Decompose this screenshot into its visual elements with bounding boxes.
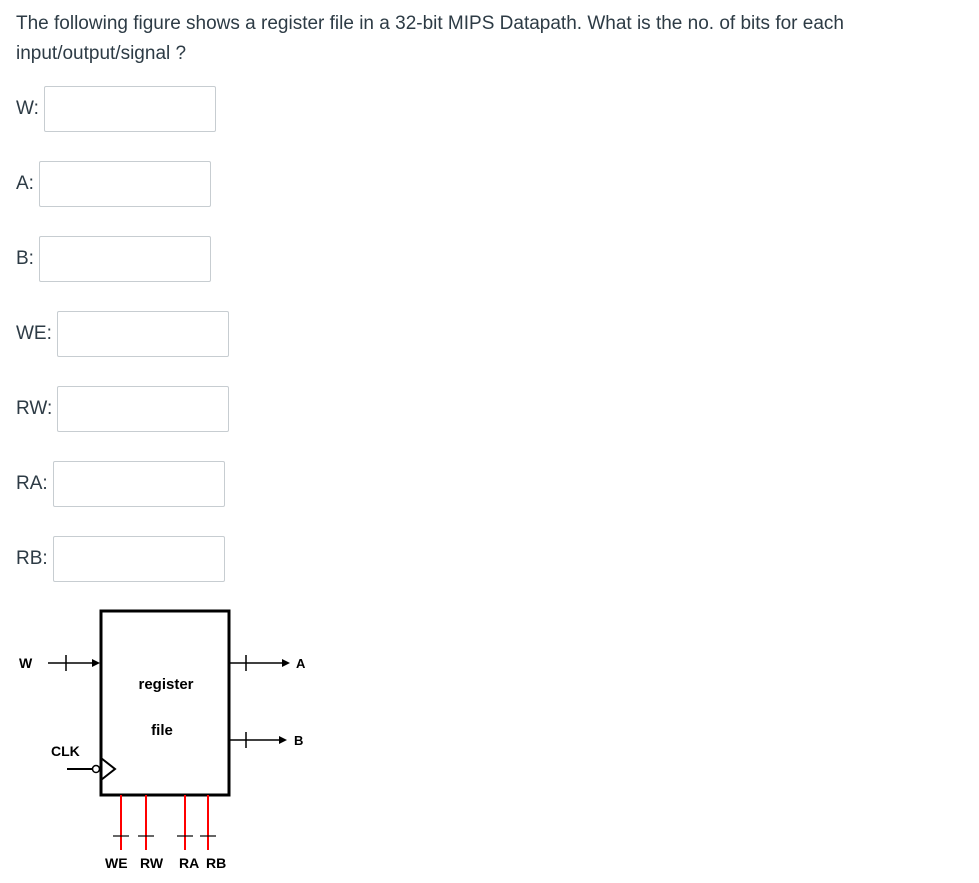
field-row-a <box>16 160 211 208</box>
answer-input-w[interactable] <box>44 86 216 132</box>
clk-label: CLK <box>51 743 80 759</box>
field-row-rb <box>16 535 225 583</box>
field-row-w <box>16 85 216 133</box>
field-label-rb: RB: <box>16 548 48 569</box>
field-row-we <box>16 310 229 358</box>
field-label-ra: RA: <box>16 473 48 494</box>
a-output-label: A <box>296 656 306 671</box>
rb-label: RB <box>206 855 227 871</box>
register-file-diagram <box>0 600 320 883</box>
answer-input-rw[interactable] <box>57 386 229 432</box>
answer-input-a[interactable] <box>39 161 211 207</box>
file-label: file <box>151 722 173 739</box>
answer-input-we[interactable] <box>57 311 229 357</box>
w-input-label: W <box>19 655 33 671</box>
answer-input-b[interactable] <box>39 236 211 282</box>
field-label-we: WE: <box>16 323 52 344</box>
field-label-w: W: <box>16 98 39 119</box>
field-label-rw: RW: <box>16 398 53 419</box>
field-label-b: B: <box>16 248 34 269</box>
field-label-a: A: <box>16 173 34 194</box>
a-arrow-icon <box>282 659 290 667</box>
b-arrow-icon <box>279 736 287 744</box>
field-row-rw <box>16 385 229 433</box>
answer-input-rb[interactable] <box>53 536 225 582</box>
register-label: register <box>138 676 194 693</box>
clock-edge-icon <box>101 758 115 780</box>
field-row-b <box>16 235 211 283</box>
register-box <box>101 611 229 795</box>
ra-label: RA <box>179 855 200 871</box>
w-arrow-icon <box>92 659 100 667</box>
field-row-ra <box>16 460 225 508</box>
clk-bubble-icon <box>93 766 100 773</box>
rw-label: RW <box>140 855 164 871</box>
we-label: WE <box>105 855 128 871</box>
question-text: The following figure shows a register file in a 32-bit MIPS Datapath. What is the no. of bits for each input/output/signal ? <box>16 13 844 64</box>
answer-input-ra[interactable] <box>53 461 225 507</box>
b-output-label: B <box>294 733 304 748</box>
